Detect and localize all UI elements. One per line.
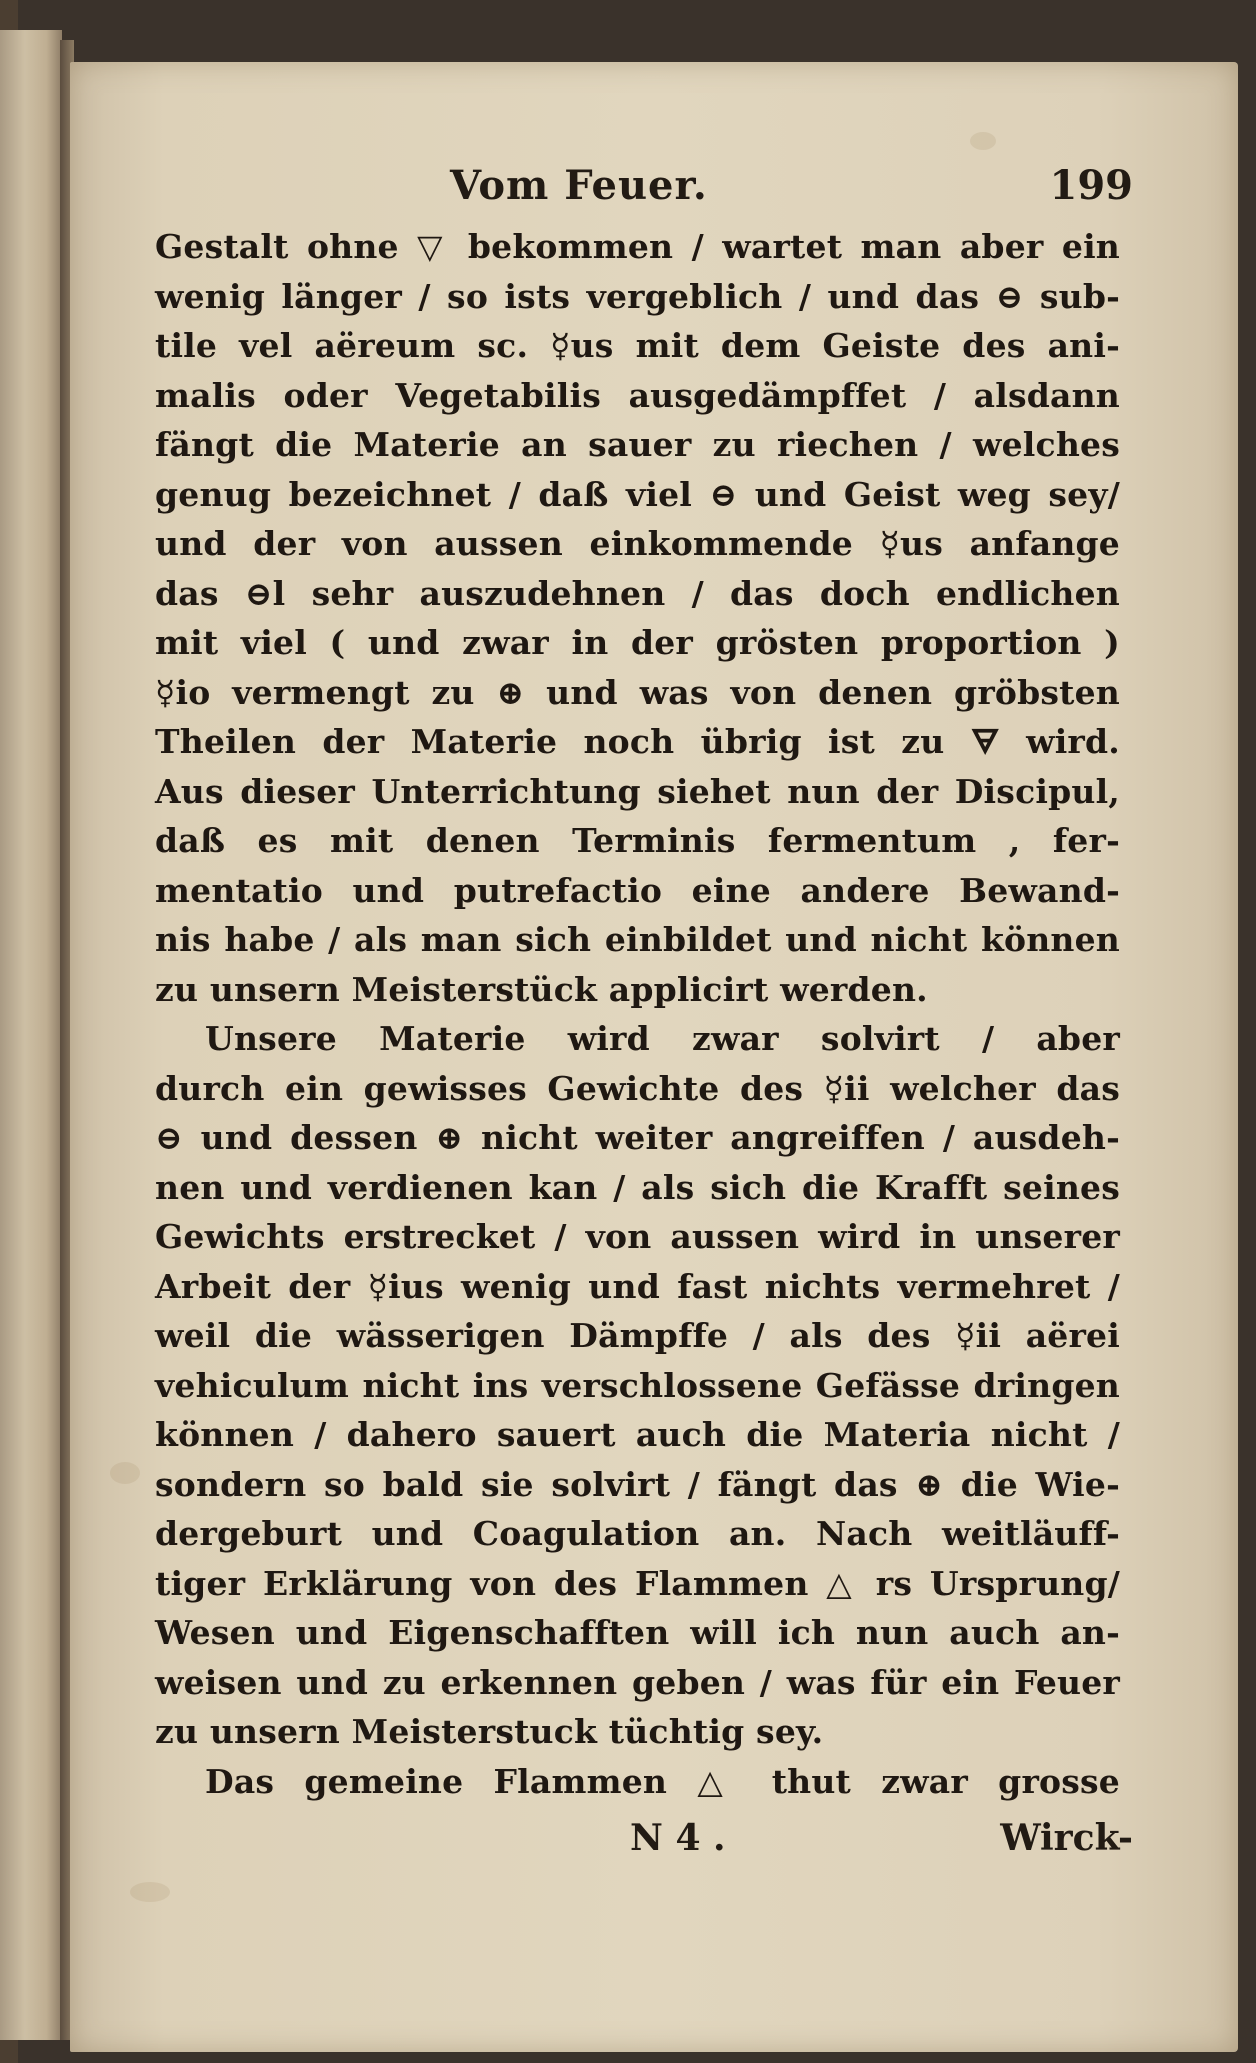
text-line: können / dahero sauert auch die Materia nicht / [155, 1415, 1120, 1454]
text-line: Gestalt ohne ▽ bekommen / wartet man aber ein [155, 227, 1120, 266]
text-line: tile vel aëreum sc. ☿us mit dem Geiste des ani- [155, 326, 1120, 365]
text-line: Theilen der Materie noch übrig ist zu 🜃 wird. [155, 722, 1120, 761]
text-line: vehiculum nicht ins verschlossene Gefässe dringen [155, 1365, 1120, 1405]
text-line: zu unsern Meisterstück applicirt werden. [155, 969, 928, 1009]
text-line: Gewichts erstrecket / von aussen wird in unserer [155, 1217, 1120, 1256]
text-line: mit viel ( und zwar in der grösten proportion ) [155, 623, 1120, 662]
text-line: weil die wässerigen Dämpffe / als des ☿ii aërei [155, 1316, 1120, 1355]
text-line: Aus dieser Unterrichtung siehet nun der Discipul, [155, 771, 1120, 811]
text-line: nis habe / als man sich einbildet und nicht können [155, 920, 1120, 959]
foxing-spot [130, 1882, 170, 1902]
text-line: und der von aussen einkommende ☿us anfange [155, 524, 1120, 563]
text-line: weisen und zu erkennen geben / was für ein Feuer [155, 1662, 1120, 1702]
signature-mark: N 4 . [630, 1817, 726, 1859]
left-page-edge [0, 30, 62, 2040]
text-line: mentatio und putrefactio eine andere Bewand- [155, 870, 1120, 910]
running-head-title: Vom Feuer. [450, 162, 708, 209]
page-footer [70, 1817, 1238, 1877]
running-head [70, 162, 1238, 222]
text-line: zu unsern Meisterstuck tüchtig sey. [155, 1712, 824, 1751]
text-line: ☿io vermengt zu ⊕ und was von denen gröbsten [155, 672, 1120, 712]
foxing-spot [110, 1462, 140, 1484]
body-text [155, 222, 1120, 1806]
text-line: dergeburt und Coagulation an. Nach weitläuff- [155, 1514, 1120, 1553]
text-line: tiger Erklärung von des Flammen △ rs Ursprung/ [155, 1563, 1120, 1603]
text-line: daß es mit denen Terminis fermentum , fer- [155, 821, 1120, 860]
text-line: Arbeit der ☿ius wenig und fast nichts vermehret / [155, 1266, 1120, 1306]
text-line: sondern so bald sie solvirt / fängt das ⊕ die Wie- [155, 1464, 1120, 1504]
text-line: Wesen und Eigenschafften will ich nun auch an- [155, 1613, 1120, 1652]
paragraph-start-line: Das gemeine Flammen △ thut zwar grosse [205, 1761, 1120, 1801]
book-page [70, 62, 1238, 2052]
text-line: wenig länger / so ists vergeblich / und das ⊖ sub- [155, 276, 1120, 316]
text-line: malis oder Vegetabilis ausgedämpffet / alsdann [155, 375, 1120, 415]
text-line: fängt die Materie an sauer zu riechen / welches [155, 425, 1120, 464]
paragraph-start-line: Unsere Materie wird zwar solvirt / aber [205, 1019, 1120, 1058]
catchword: Wirck- [1000, 1817, 1133, 1859]
text-line: das ⊖l sehr auszudehnen / das doch endlichen [155, 573, 1120, 613]
foxing-spot [970, 132, 996, 150]
text-line: ⊖ und dessen ⊕ nicht weiter angreiffen / ausdeh- [155, 1118, 1120, 1157]
text-line: nen und verdienen kan / als sich die Krafft seines [155, 1167, 1120, 1207]
text-line: durch ein gewisses Gewichte des ☿ii welcher das [155, 1068, 1120, 1108]
page-number: 199 [1049, 162, 1133, 209]
text-line: genug bezeichnet / daß viel ⊖ und Geist weg sey/ [155, 474, 1120, 514]
